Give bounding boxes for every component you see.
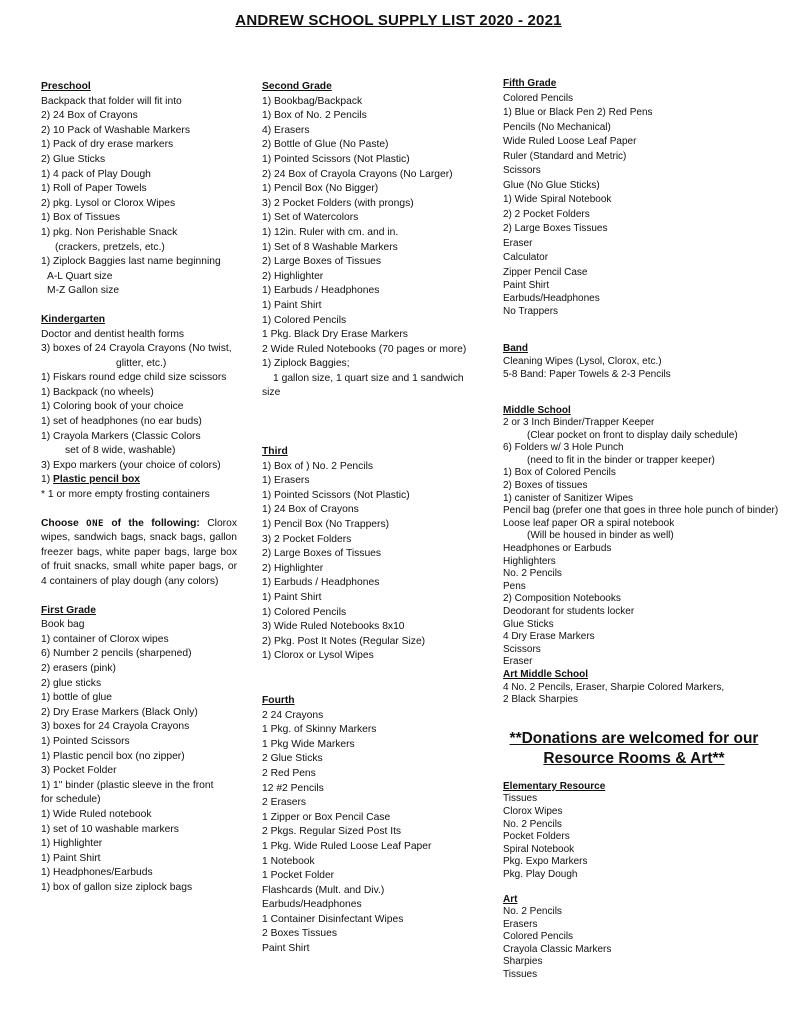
list-item: Ruler (Standard and Metric) <box>503 150 627 162</box>
column-middle <box>262 80 482 957</box>
list-item: Eraser <box>503 237 533 249</box>
column-left <box>41 80 237 895</box>
list-item: 2 Erasers <box>262 797 307 809</box>
list-item: Clorox Wipes <box>503 805 563 817</box>
list-item: 2 or 3 Inch Binder/Trapper Keeper <box>503 417 655 429</box>
list-item: glitter, etc.) <box>116 357 167 369</box>
list-item: 2) 24 Box of Crayola Crayons (No Larger) <box>262 168 453 180</box>
list-item: 1) Highlighter <box>41 838 103 850</box>
list-item: 2) Boxes of tissues <box>503 480 588 492</box>
list-item: 1) Blue or Black Pen 2) Red Pens <box>503 107 653 118</box>
section-third <box>262 445 482 664</box>
list-item: 1) Pointed Scissors <box>41 735 130 747</box>
list-item: Crayola Classic Markers <box>503 943 612 955</box>
list-item: Pocket Folders <box>503 831 570 843</box>
list-item: Highlighters <box>503 555 556 567</box>
list-item: 1) set of headphones (no ear buds) <box>41 416 202 428</box>
list-item: 1) Clorox or Lysol Wipes <box>262 650 374 662</box>
list-item: 1) Colored Pencils <box>262 606 347 618</box>
section-heading: Preschool <box>41 81 91 92</box>
list-item: Pens <box>503 580 526 592</box>
section-heading: First Grade <box>41 604 96 616</box>
list-item: No. 2 Pencils <box>503 906 562 918</box>
list-item: Backpack that folder will fit into <box>41 95 182 107</box>
list-item: Flashcards (Mult. and Div.) <box>262 884 385 896</box>
list-item: Calculator <box>503 252 549 263</box>
list-item: * 1 or more empty frosting containers <box>41 489 210 501</box>
list-item: 1) Earbuds / Headphones <box>262 577 380 589</box>
list-item: Wide Ruled Loose Leaf Paper <box>503 136 637 147</box>
list-item: 2 Pkgs. Regular Sized Post Its <box>262 826 402 838</box>
list-item: Pkg. Play Dough <box>503 868 578 880</box>
list-item: 2 Glue Sticks <box>262 753 323 765</box>
list-item: Paint Shirt <box>503 279 550 291</box>
list-item: Book bag <box>41 619 85 631</box>
list-item: 1) Headphones/Earbuds <box>41 867 153 879</box>
list-item: 2) Dry Erase Markers (Black Only) <box>41 706 198 718</box>
list-item: Erasers <box>503 918 538 930</box>
list-item: 4 No. 2 Pencils, Eraser, Sharpie Colored Markers, <box>503 681 725 693</box>
list-item: 1) pkg. Non Perishable Snack <box>41 226 178 238</box>
list-item: 1) Box of ) No. 2 Pencils <box>262 460 374 472</box>
list-item: M-Z Gallon size <box>47 285 120 297</box>
list-item: 1) Plastic pencil box (no zipper) <box>41 750 185 762</box>
list-item: 2 Black Sharpies <box>503 694 579 706</box>
section-second-grade <box>262 80 482 401</box>
section-heading: Third <box>262 446 288 458</box>
list-item: 1) Pencil Box (No Bigger) <box>262 183 379 195</box>
section-heading: Fourth <box>262 694 295 706</box>
list-item: No. 2 Pencils <box>503 818 562 830</box>
list-item: 1) 24 Box of Crayons <box>262 504 359 516</box>
list-item: 1) bottle of glue <box>41 692 112 704</box>
list-item: 1) Box of Tissues <box>41 212 120 224</box>
list-item: 1) Pointed Scissors (Not Plastic) <box>262 489 410 501</box>
list-item: 1) box of gallon size ziplock bags <box>41 881 193 893</box>
list-item: Earbuds/Headphones <box>262 899 362 911</box>
list-item: 1) Bookbag/Backpack <box>262 95 363 107</box>
list-item: Paint Shirt <box>262 943 310 955</box>
list-item: 6) Number 2 pencils (sharpened) <box>41 648 192 660</box>
section-art-middle-school <box>503 669 783 707</box>
item-prefix: 1) <box>41 474 54 486</box>
section-art <box>503 894 783 982</box>
list-item: 2) Large Boxes of Tissues <box>262 256 382 268</box>
list-item: No. 2 Pencils <box>503 568 562 580</box>
list-item: 1) Backpack (no wheels) <box>41 386 154 398</box>
section-heading: Art <box>503 893 518 905</box>
list-item: 1) Pack of dry erase markers <box>41 139 174 151</box>
list-item <box>41 473 237 488</box>
list-item: 3) boxes for 24 Crayola Crayons <box>41 721 190 733</box>
list-item: 2) Highlighter <box>262 562 324 574</box>
list-item: 2) Composition Notebooks <box>503 593 621 605</box>
list-item: No Trappers <box>503 305 559 317</box>
list-item: 1) Paint Shirt <box>41 852 101 864</box>
list-item: 2) Highlighter <box>262 270 324 282</box>
list-item: for schedule) <box>41 794 101 806</box>
list-item: 1 Pocket Folder <box>262 870 335 882</box>
list-item: 1) Paint Shirt <box>262 299 322 311</box>
choose-label: Choose <box>41 517 79 529</box>
list-item: set of 8 wide, washable) <box>65 445 176 457</box>
list-item: 6) Folders w/ 3 Hole Punch <box>503 442 624 454</box>
plastic-pencil-box-label: Plastic pencil box <box>53 474 141 486</box>
list-item: 1 Pkg. Wide Ruled Loose Leaf Paper <box>262 840 432 852</box>
list-item: Doctor and dentist health forms <box>41 328 185 340</box>
one-emphasis: ONE <box>86 518 104 529</box>
choose-options: Clorox wipes, sandwich bags, snack bags, gallon freezer bags, white paper bags, large box of fruit snacks, small white paper bags, or 4 containers of play dough (any colors) <box>41 517 237 587</box>
list-item: 3) 2 Pocket Folders (with prongs) <box>262 197 414 209</box>
list-item: 3) 2 Pocket Folders <box>262 533 352 545</box>
list-item: 1) Fiskars round edge child size scissors <box>41 372 227 384</box>
list-item: 1) 4 pack of Play Dough <box>41 168 151 180</box>
list-item: 1) Set of 8 Washable Markers <box>262 241 398 253</box>
list-item: Cleaning Wipes (Lysol, Clorox, etc.) <box>503 355 662 367</box>
list-item: 2) erasers (pink) <box>41 662 116 674</box>
list-item: Pencil bag (prefer one that goes in three hole punch of binder) <box>503 505 779 517</box>
list-item: 2) Pkg. Post It Notes (Regular Size) <box>262 635 426 647</box>
list-item: 3) boxes of 24 Crayola Crayons (No twist, <box>41 343 232 355</box>
list-item: 2 24 Crayons <box>262 709 324 721</box>
section-middle-school <box>503 405 783 669</box>
section-heading: Second Grade <box>262 81 332 92</box>
list-item: 1) Ziplock Baggies; <box>262 358 350 370</box>
list-item: 2) Large Boxes Tissues <box>503 223 608 234</box>
list-item: (Clear pocket on front to display daily schedule) <box>527 429 738 441</box>
list-item: 2) 2 Pocket Folders <box>503 208 590 220</box>
list-item: Sharpies <box>503 956 543 968</box>
list-item: 1) container of Clorox wipes <box>41 633 169 645</box>
list-item: 5-8 Band: Paper Towels & 2-3 Pencils <box>503 368 671 380</box>
list-item: 1) 12in. Ruler with cm. and in. <box>262 226 399 238</box>
list-item: Headphones or Earbuds <box>503 543 612 555</box>
list-item: 1) Box of Colored Pencils <box>503 467 616 479</box>
list-item: 2 Red Pens <box>262 767 316 779</box>
list-item: 1) Ziplock Baggies last name beginning <box>41 256 221 268</box>
page-title: ANDREW SCHOOL SUPPLY LIST 2020 - 2021 <box>235 12 562 29</box>
list-item: 4 Dry Erase Markers <box>503 631 595 643</box>
list-item: 1) Colored Pencils <box>262 314 347 326</box>
list-item: 1) Wide Ruled notebook <box>41 808 152 820</box>
list-item: 2) 10 Pack of Washable Markers <box>41 124 190 136</box>
list-item: 1) 1" binder (plastic sleeve in the front <box>41 779 214 791</box>
section-band <box>503 342 783 381</box>
list-item: 1) Pointed Scissors (Not Plastic) <box>262 153 410 165</box>
list-item: Tissues <box>503 969 538 981</box>
list-item: 1) Roll of Paper Towels <box>41 183 147 195</box>
list-item: 12 #2 Pencils <box>262 782 324 794</box>
list-item: Deodorant for students locker <box>503 606 635 617</box>
list-item: 2 Wide Ruled Notebooks (70 pages or more) <box>262 343 467 355</box>
section-heading: Art Middle School <box>503 668 588 680</box>
list-item: 1) Box of No. 2 Pencils <box>262 110 367 122</box>
list-item: 1 gallon size, 1 quart size and 1 sandwich size <box>262 372 464 399</box>
list-item: Zipper Pencil Case <box>503 266 588 278</box>
section-fifth-grade <box>503 77 783 318</box>
choose-suffix: of the following: <box>111 517 200 529</box>
list-item: 1 Notebook <box>262 855 315 867</box>
list-item: 1 Zipper or Box Pencil Case <box>262 811 391 823</box>
section-kindergarten <box>41 313 237 590</box>
section-heading: Fifth Grade <box>503 78 557 89</box>
list-item: Tissues <box>503 793 538 805</box>
list-item: 2) 24 Box of Crayons <box>41 110 138 122</box>
section-heading: Kindergarten <box>41 313 106 325</box>
list-item: 3) Wide Ruled Notebooks 8x10 <box>262 621 405 633</box>
list-item: A-L Quart size <box>47 270 113 282</box>
list-item: Eraser <box>503 656 533 668</box>
list-item: 2) glue sticks <box>41 677 102 689</box>
list-item: 1 Container Disinfectant Wipes <box>262 913 404 925</box>
list-item: 1 Pkg Wide Markers <box>262 738 355 750</box>
list-item: 3) Expo markers (your choice of colors) <box>41 459 221 471</box>
list-item: Scissors <box>503 643 541 655</box>
list-item: 1) Paint Shirt <box>262 592 322 603</box>
list-item: (Will be housed in binder as well) <box>527 530 674 542</box>
list-item: 1) Earbuds / Headphones <box>262 285 380 297</box>
list-item: 2) Bottle of Glue (No Paste) <box>262 139 389 151</box>
list-item: Scissors <box>503 165 541 176</box>
section-first-grade <box>41 604 237 896</box>
section-heading: Middle School <box>503 404 571 416</box>
list-item: Pencils (No Mechanical) <box>503 121 611 133</box>
column-right <box>503 77 783 982</box>
list-item: Colored Pencils <box>503 931 574 943</box>
list-item: 1) Erasers <box>262 475 310 487</box>
list-item: 2) Large Boxes of Tissues <box>262 548 382 560</box>
section-heading: Band <box>503 342 528 354</box>
list-item: 1) set of 10 washable markers <box>41 823 179 835</box>
section-fourth <box>262 694 482 957</box>
list-item: 1) Crayola Markers (Classic Colors <box>41 430 201 442</box>
list-item: (crackers, pretzels, etc.) <box>55 241 165 253</box>
list-item: 3) Pocket Folder <box>41 765 117 777</box>
list-item: Loose leaf paper OR a spiral notebook <box>503 517 675 529</box>
list-item: 1) Wide Spiral Notebook <box>503 194 612 205</box>
list-item: Colored Pencils <box>503 92 574 104</box>
section-preschool <box>41 80 237 299</box>
section-elementary-resource <box>503 781 783 882</box>
donations-banner: **Donations are welcomed for our Resource Rooms & Art** <box>509 729 759 767</box>
list-item: 1) canister of Sanitizer Wipes <box>503 492 634 504</box>
list-item: 1 Pkg. of Skinny Markers <box>262 724 377 736</box>
list-item: Spiral Notebook <box>503 843 575 855</box>
list-item: (need to fit in the binder or trapper keeper) <box>527 454 715 466</box>
list-item: Glue (No Glue Sticks) <box>503 179 600 191</box>
list-item: 2 Boxes Tissues <box>262 928 337 940</box>
section-heading: Elementary Resource <box>503 780 606 792</box>
list-item: 1) Set of Watercolors <box>262 212 359 224</box>
list-item: 2) Glue Sticks <box>41 153 106 165</box>
list-item: 1) Pencil Box (No Trappers) <box>262 519 390 531</box>
choose-one-paragraph <box>41 517 237 590</box>
list-item: Earbuds/Headphones <box>503 292 600 304</box>
list-item: 2) pkg. Lysol or Clorox Wipes <box>41 197 176 209</box>
list-item: 1 Pkg. Black Dry Erase Markers <box>262 329 408 341</box>
list-item: Glue Sticks <box>503 618 554 630</box>
list-item: 4) Erasers <box>262 124 310 136</box>
list-item: 1) Coloring book of your choice <box>41 401 184 413</box>
list-item: Pkg. Expo Markers <box>503 856 588 868</box>
